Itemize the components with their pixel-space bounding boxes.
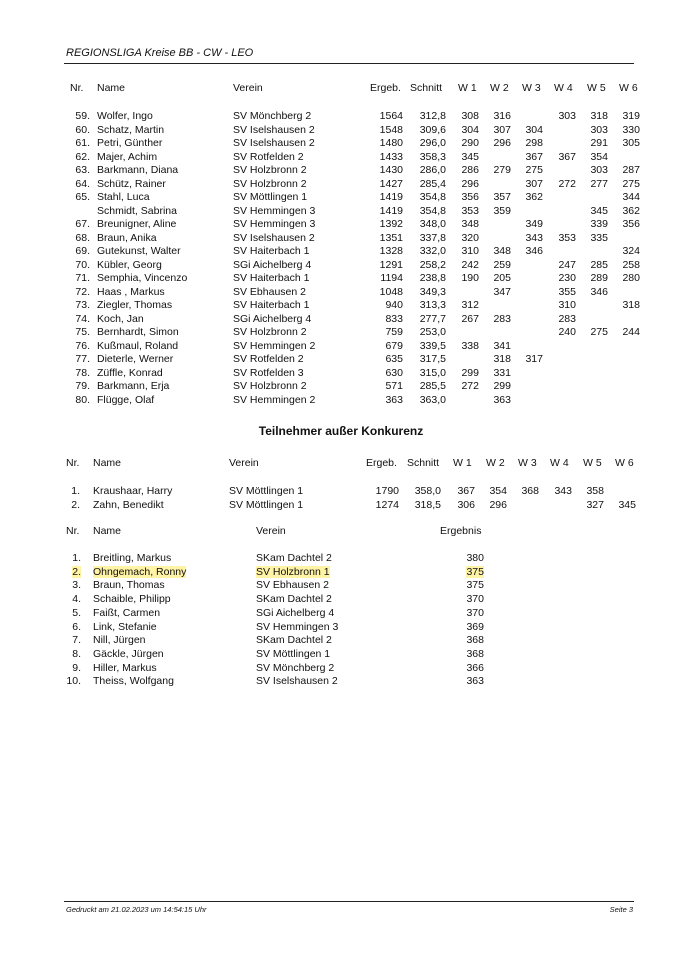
club-name: SV Holzbronn 1 bbox=[256, 565, 330, 578]
table-cell: 291 bbox=[590, 137, 608, 149]
column-header: Name bbox=[93, 457, 122, 469]
result-value: 368 bbox=[466, 634, 484, 647]
table-cell: 362 bbox=[525, 191, 543, 203]
rank-number: 4. bbox=[72, 593, 81, 606]
table-cell: 230 bbox=[558, 272, 576, 284]
table-cell: 286,0 bbox=[419, 164, 446, 176]
table-cell: 283 bbox=[558, 312, 576, 325]
table-cell: 354,8 bbox=[419, 204, 446, 217]
player-name: Faißt, Carmen bbox=[93, 606, 161, 619]
table-cell: Flügge, Olaf bbox=[97, 393, 155, 406]
table-cell: 190 bbox=[461, 272, 479, 284]
table-cell: 679 bbox=[385, 339, 403, 352]
table-cell: 307 bbox=[493, 123, 511, 136]
table-cell: 353 bbox=[461, 204, 479, 217]
table-cell: 312 bbox=[461, 299, 479, 311]
table-cell: 62. bbox=[75, 150, 90, 163]
table-cell: 318 bbox=[590, 110, 608, 122]
table-cell: SV Haiterbach 1 bbox=[233, 272, 310, 284]
column-header: W 6 bbox=[619, 82, 638, 94]
table-cell: 59. bbox=[75, 110, 90, 122]
table-cell: 324 bbox=[622, 245, 640, 257]
page-header-title: REGIONSLIGA Kreise BB - CW - LEO bbox=[66, 47, 254, 59]
club-name: SKam Dachtel 2 bbox=[256, 634, 332, 647]
table-cell: 345 bbox=[590, 204, 608, 217]
table-cell: Schütz, Rainer bbox=[97, 177, 166, 190]
table-cell: 65. bbox=[75, 191, 90, 203]
table-cell: 285,5 bbox=[419, 380, 446, 392]
table-cell: 1048 bbox=[379, 285, 403, 298]
table-cell: 63. bbox=[75, 164, 90, 176]
table-cell: SV Iselshausen 2 bbox=[233, 123, 315, 136]
player-name: Breitling, Markus bbox=[93, 552, 172, 564]
rank-number: 3. bbox=[72, 579, 81, 592]
table-cell: Züffle, Konrad bbox=[97, 366, 163, 379]
table-cell: 356 bbox=[461, 191, 479, 203]
table-cell: Breunigner, Aline bbox=[97, 218, 177, 230]
table-cell: 290 bbox=[461, 137, 479, 149]
table-cell: SV Rotfelden 2 bbox=[233, 353, 304, 365]
table-cell: 307 bbox=[525, 177, 543, 190]
column-header: Name bbox=[97, 82, 126, 94]
column-header: Ergeb. bbox=[366, 457, 397, 469]
table-cell: 240 bbox=[558, 326, 576, 338]
result-value: 370 bbox=[466, 606, 484, 619]
table-cell: 345 bbox=[461, 150, 479, 163]
club-name: SKam Dachtel 2 bbox=[256, 552, 332, 564]
table-cell: 244 bbox=[622, 326, 640, 338]
table-cell: SV Iselshausen 2 bbox=[233, 137, 315, 149]
table-cell: 205 bbox=[493, 272, 511, 284]
table-cell: 367 bbox=[525, 150, 543, 163]
column-header: W 3 bbox=[522, 82, 541, 94]
table-cell: 1480 bbox=[379, 137, 403, 149]
result-value: 368 bbox=[466, 647, 484, 660]
result-value: 375 bbox=[466, 579, 484, 592]
table-cell: 71. bbox=[75, 272, 90, 284]
table-cell: 354,8 bbox=[419, 191, 446, 203]
rank-number: 1. bbox=[72, 552, 81, 564]
table-cell: 280 bbox=[622, 272, 640, 284]
table-cell: 317 bbox=[525, 353, 543, 365]
table-cell: 61. bbox=[75, 137, 90, 149]
table-cell: 344 bbox=[622, 191, 640, 203]
column-header: W 4 bbox=[550, 457, 569, 469]
table-cell: 320 bbox=[461, 231, 479, 244]
table-cell: 335 bbox=[590, 231, 608, 244]
table-cell: SGi Aichelberg 4 bbox=[233, 312, 312, 325]
table-cell: SV Möttlingen 1 bbox=[233, 191, 308, 203]
table-cell: 358,3 bbox=[419, 150, 446, 163]
column-header: W 2 bbox=[486, 457, 505, 469]
table-cell: 347 bbox=[493, 285, 511, 298]
column-header: W 1 bbox=[453, 457, 472, 469]
table-cell: 287 bbox=[622, 164, 640, 176]
section-title-ausser-konkurenz: Teilnehmer außer Konkurenz bbox=[258, 424, 424, 438]
table-cell: 630 bbox=[385, 366, 403, 379]
result-value: 375 bbox=[466, 565, 484, 578]
player-name: Hiller, Markus bbox=[93, 661, 157, 674]
table-cell: 571 bbox=[385, 380, 403, 392]
table-cell: 339 bbox=[590, 218, 608, 230]
table-cell: 313,3 bbox=[419, 299, 446, 311]
table-cell: 242 bbox=[461, 258, 479, 271]
table-cell: 247 bbox=[558, 258, 576, 271]
column-header: Name bbox=[93, 525, 122, 537]
table-cell: 1392 bbox=[379, 218, 403, 230]
table-cell: Kraushaar, Harry bbox=[93, 485, 173, 497]
table-cell: 76. bbox=[75, 339, 90, 352]
table-cell: 67. bbox=[75, 218, 90, 230]
table-cell: 285 bbox=[590, 258, 608, 271]
table-cell: 238,8 bbox=[419, 272, 446, 284]
table-cell: 306 bbox=[457, 498, 475, 511]
column-header: W 5 bbox=[587, 82, 606, 94]
table-cell: 259 bbox=[493, 258, 511, 271]
table-cell: 330 bbox=[622, 123, 640, 136]
table-cell: 296 bbox=[493, 137, 511, 149]
club-name: SV Hemmingen 3 bbox=[256, 620, 339, 633]
footer-rule bbox=[64, 901, 634, 902]
table-cell: Semphia, Vincenzo bbox=[97, 272, 188, 284]
table-cell: Haas , Markus bbox=[97, 285, 165, 298]
table-cell: 367 bbox=[558, 150, 576, 163]
table-cell: Kübler, Georg bbox=[97, 258, 162, 271]
table-cell: 60. bbox=[75, 123, 90, 136]
rank-number: 2. bbox=[72, 565, 81, 578]
table-cell: SV Haiterbach 1 bbox=[233, 245, 310, 257]
table-cell: 70. bbox=[75, 258, 90, 271]
table-cell: Dieterle, Werner bbox=[97, 353, 174, 365]
column-header: Ergeb. bbox=[370, 82, 401, 94]
table-cell: Gutekunst, Walter bbox=[97, 245, 181, 257]
table-cell: 258 bbox=[622, 258, 640, 271]
table-cell: 303 bbox=[558, 110, 576, 122]
table-cell: 315,0 bbox=[419, 366, 446, 379]
table-cell: Petri, Günther bbox=[97, 137, 163, 149]
table-cell: 296,0 bbox=[419, 137, 446, 149]
table-cell: 303 bbox=[590, 123, 608, 136]
table-cell: 346 bbox=[525, 245, 543, 257]
table-cell: SV Hemmingen 3 bbox=[233, 204, 316, 217]
player-name: Gäckle, Jürgen bbox=[93, 647, 164, 660]
table-cell: 349,3 bbox=[419, 285, 446, 298]
table-cell: Kußmaul, Roland bbox=[97, 339, 179, 352]
club-name: SKam Dachtel 2 bbox=[256, 593, 332, 606]
table-cell: Zahn, Benedikt bbox=[93, 498, 164, 511]
table-cell: 356 bbox=[622, 218, 640, 230]
table-cell: 319 bbox=[622, 110, 640, 122]
table-cell: SV Holzbronn 2 bbox=[233, 326, 307, 338]
column-header: Ergebnis bbox=[440, 525, 482, 537]
column-header: W 6 bbox=[615, 457, 634, 469]
table-cell: SV Hemmingen 2 bbox=[233, 393, 316, 406]
table-cell: 318,5 bbox=[414, 498, 441, 511]
result-value: 366 bbox=[466, 661, 484, 674]
table-cell: 345 bbox=[618, 498, 636, 511]
rank-number: 8. bbox=[72, 647, 81, 660]
club-name: SV Ebhausen 2 bbox=[256, 579, 329, 592]
club-name: SV Möttlingen 1 bbox=[256, 647, 331, 660]
club-name: SGi Aichelberg 4 bbox=[256, 606, 335, 619]
table-cell: 362 bbox=[622, 204, 640, 217]
print-date: Gedruckt am 21.02.2023 um 14:54:15 Uhr bbox=[66, 905, 207, 914]
player-name: Schaible, Philipp bbox=[93, 593, 171, 606]
table-cell: Wolfer, Ingo bbox=[97, 110, 153, 122]
table-cell: 317,5 bbox=[419, 353, 446, 365]
table-cell: SV Holzbronn 2 bbox=[233, 177, 307, 190]
table-cell: 253,0 bbox=[419, 326, 446, 338]
table-cell: 1194 bbox=[380, 272, 403, 284]
table-cell: 299 bbox=[493, 380, 511, 392]
table-cell: 69. bbox=[75, 245, 90, 257]
table-cell: 279 bbox=[493, 164, 511, 176]
table-cell: 304 bbox=[525, 123, 543, 136]
table-cell: 940 bbox=[385, 299, 403, 311]
rank-number: 7. bbox=[72, 634, 81, 647]
column-header: Nr. bbox=[70, 82, 84, 94]
column-header: W 1 bbox=[458, 82, 477, 94]
table-cell: 1548 bbox=[379, 123, 403, 136]
table-cell: 298 bbox=[525, 137, 543, 149]
table-cell: 346 bbox=[590, 285, 608, 298]
table-cell: 310 bbox=[558, 299, 576, 311]
player-name: Braun, Thomas bbox=[93, 579, 165, 592]
table-cell: 303 bbox=[590, 164, 608, 176]
table-cell: 348 bbox=[493, 245, 511, 257]
table-cell: 72. bbox=[75, 285, 90, 298]
table-cell: 341 bbox=[493, 339, 511, 352]
table-cell: 338 bbox=[461, 339, 479, 352]
table-cell: 310 bbox=[461, 245, 479, 257]
table-cell: 363,0 bbox=[419, 393, 446, 406]
table-cell: 75. bbox=[75, 326, 90, 338]
result-value: 369 bbox=[466, 620, 484, 633]
table-cell: 283 bbox=[493, 312, 511, 325]
table-cell: 359 bbox=[493, 204, 511, 217]
table-cell: 1328 bbox=[379, 245, 403, 257]
rank-number: 10. bbox=[66, 675, 81, 688]
table-cell: Majer, Achim bbox=[97, 150, 158, 163]
table-cell: 355 bbox=[558, 285, 576, 298]
club-name: SV Mönchberg 2 bbox=[256, 661, 335, 674]
table-cell: 312,8 bbox=[419, 110, 446, 122]
table-cell: 258,2 bbox=[419, 258, 446, 271]
table-cell: 343 bbox=[554, 485, 572, 497]
table-cell: 1790 bbox=[375, 485, 399, 497]
table-cell: 363 bbox=[493, 393, 511, 406]
table-cell: 286 bbox=[461, 164, 479, 176]
table-cell: 2. bbox=[71, 498, 80, 511]
table-cell: 275 bbox=[622, 177, 640, 190]
table-cell: 1274 bbox=[375, 498, 399, 511]
table-cell: 332,0 bbox=[419, 245, 446, 257]
table-cell: 833 bbox=[385, 312, 403, 325]
table-cell: Ziegler, Thomas bbox=[97, 299, 173, 311]
table-cell: 1433 bbox=[379, 150, 403, 163]
table-cell: SV Hemmingen 2 bbox=[233, 339, 316, 352]
table-cell: 759 bbox=[385, 326, 403, 338]
table-cell: 272 bbox=[558, 177, 576, 190]
table-cell: 275 bbox=[525, 164, 543, 176]
table-cell: 358 bbox=[586, 485, 604, 497]
table-cell: 1. bbox=[71, 485, 80, 497]
table-cell: Schmidt, Sabrina bbox=[97, 204, 177, 217]
column-header: Nr. bbox=[66, 525, 80, 537]
table-cell: SV Ebhausen 2 bbox=[233, 285, 306, 298]
column-header: W 4 bbox=[554, 82, 573, 94]
column-header: W 5 bbox=[583, 457, 602, 469]
table-cell: 73. bbox=[75, 299, 90, 311]
table-cell: 296 bbox=[489, 498, 507, 511]
table-cell: 1427 bbox=[379, 177, 403, 190]
column-header: W 3 bbox=[518, 457, 537, 469]
table-cell: SGi Aichelberg 4 bbox=[233, 258, 312, 271]
table-cell: 267 bbox=[461, 312, 479, 325]
table-cell: 363 bbox=[385, 393, 403, 406]
table-cell: 1430 bbox=[379, 164, 403, 176]
table-cell: 337,8 bbox=[419, 231, 446, 244]
table-cell: 358,0 bbox=[414, 485, 441, 497]
player-name: Link, Stefanie bbox=[93, 620, 157, 633]
table-cell: 79. bbox=[75, 380, 90, 392]
table-cell: 316 bbox=[493, 110, 511, 122]
table-cell: 1291 bbox=[379, 258, 403, 271]
rank-number: 9. bbox=[72, 661, 81, 674]
table-cell: 277,7 bbox=[419, 312, 446, 325]
table-cell: 331 bbox=[493, 366, 511, 379]
player-name: Nill, Jürgen bbox=[93, 634, 146, 647]
table-cell: Barkmann, Diana bbox=[97, 164, 179, 176]
table-cell: Schatz, Martin bbox=[97, 123, 165, 136]
table-cell: 277 bbox=[590, 177, 608, 190]
column-header: Schnitt bbox=[410, 82, 443, 94]
table-cell: 1564 bbox=[379, 110, 403, 122]
header-rule bbox=[64, 63, 634, 64]
table-cell: SV Rotfelden 2 bbox=[233, 150, 304, 163]
player-name: Ohngemach, Ronny bbox=[93, 565, 187, 578]
table-cell: 327 bbox=[586, 498, 604, 511]
table-cell: 272 bbox=[461, 380, 479, 392]
column-header: Schnitt bbox=[407, 457, 440, 469]
table-cell: 309,6 bbox=[419, 123, 446, 136]
table-cell: SV Möttlingen 1 bbox=[229, 485, 304, 497]
table-cell: 296 bbox=[461, 177, 479, 190]
table-cell: 353 bbox=[558, 231, 576, 244]
result-value: 370 bbox=[466, 593, 484, 606]
table-cell: 318 bbox=[622, 299, 640, 311]
table-cell: SV Haiterbach 1 bbox=[233, 299, 310, 311]
table-cell: 318 bbox=[493, 353, 511, 365]
table-cell: 348 bbox=[461, 218, 479, 230]
table-cell: Bernhardt, Simon bbox=[97, 326, 179, 338]
table-cell: 305 bbox=[622, 137, 640, 149]
column-header: W 2 bbox=[490, 82, 509, 94]
table-cell: 357 bbox=[493, 191, 511, 203]
table-cell: 635 bbox=[385, 353, 403, 365]
rank-number: 6. bbox=[72, 620, 81, 633]
table-cell: 68. bbox=[75, 231, 90, 244]
table-cell: Braun, Anika bbox=[97, 231, 157, 244]
table-cell: 367 bbox=[457, 485, 475, 497]
result-value: 380 bbox=[466, 552, 484, 564]
rank-number: 5. bbox=[72, 606, 81, 619]
table-cell: 80. bbox=[75, 393, 90, 406]
table-cell: 308 bbox=[461, 110, 479, 122]
table-cell: Stahl, Luca bbox=[97, 191, 150, 203]
table-cell: SV Holzbronn 2 bbox=[233, 380, 307, 392]
table-cell: 1419 bbox=[379, 191, 403, 203]
table-cell: 74. bbox=[75, 312, 90, 325]
table-cell: SV Rotfelden 3 bbox=[233, 366, 304, 379]
table-cell: 343 bbox=[525, 231, 543, 244]
table-cell: Barkmann, Erja bbox=[97, 380, 170, 392]
table-cell: 349 bbox=[525, 218, 543, 230]
table-cell: 1419 bbox=[379, 204, 403, 217]
table-cell: 299 bbox=[461, 366, 479, 379]
table-cell: 354 bbox=[590, 150, 608, 163]
table-cell: 78. bbox=[75, 366, 90, 379]
table-cell: SV Holzbronn 2 bbox=[233, 164, 307, 176]
column-header: Verein bbox=[256, 525, 286, 537]
table-cell: SV Möttlingen 1 bbox=[229, 498, 304, 511]
column-header: Nr. bbox=[66, 457, 80, 469]
table-cell: 368 bbox=[521, 485, 539, 497]
table-cell: 289 bbox=[590, 272, 608, 284]
result-value: 363 bbox=[466, 675, 484, 688]
column-header: Verein bbox=[233, 82, 263, 94]
table-cell: 77. bbox=[75, 353, 90, 365]
column-header: Verein bbox=[229, 457, 259, 469]
table-cell: 339,5 bbox=[419, 339, 446, 352]
table-cell: Koch, Jan bbox=[97, 312, 144, 325]
table-cell: 354 bbox=[489, 485, 507, 497]
table-cell: SV Mönchberg 2 bbox=[233, 110, 312, 122]
table-cell: SV Iselshausen 2 bbox=[233, 231, 315, 244]
club-name: SV Iselshausen 2 bbox=[256, 675, 338, 688]
page-number: Seite 3 bbox=[609, 905, 633, 914]
table-cell: 1351 bbox=[379, 231, 403, 244]
table-cell: 285,4 bbox=[419, 177, 446, 190]
table-cell: 348,0 bbox=[419, 218, 446, 230]
table-cell: 64. bbox=[75, 177, 90, 190]
player-name: Theiss, Wolfgang bbox=[93, 675, 174, 688]
table-cell: 275 bbox=[590, 326, 608, 338]
table-cell: 304 bbox=[461, 123, 479, 136]
table-cell: SV Hemmingen 3 bbox=[233, 218, 316, 230]
